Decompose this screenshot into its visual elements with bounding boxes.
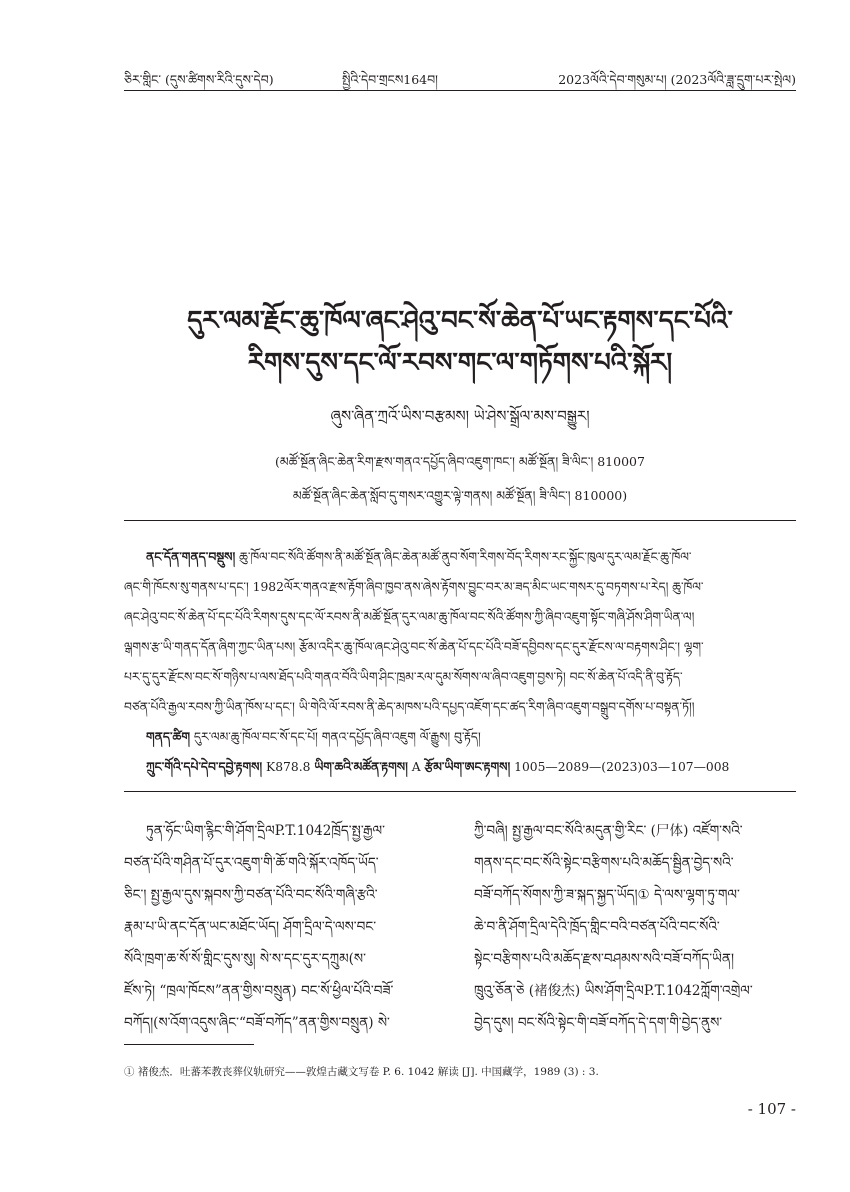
article-title-line-1: དུར་ལམ་རྗོང་ཆུ་ཁོལ་ཞང་ཤེའུ་བང་སོ་ཆེན་པོ་ཡང་རྟགས་དང་པོའི་ bbox=[187, 306, 733, 336]
doc-code-label: ཡིག་ཆའི་མཚོན་རྟགས། bbox=[314, 759, 408, 774]
body-right-line-7: བྱེད་དུས། བང་སོའི་སྟེང་གི་བཟོ་བཀོད་དེ་དག་གི་བྱེད་ནུས་ bbox=[474, 1015, 723, 1031]
abstract-label: ནང་དོན་གནད་བསྡུས། bbox=[146, 549, 236, 564]
body-right-line-1: ཀྱི་བཞི། སྤྱ་རྒྱལ་བང་སོའི་མདུན་གྱི་རིང་ (尸体) འཛོག་སའི་ bbox=[474, 823, 743, 839]
body-right-line-2: གནས་དང་བང་སོའི་སྟེང་བརྩིགས་པའི་མཆོད་སྦྱིན་བྱེད་སའི་ bbox=[474, 855, 734, 871]
body-left-line-5: སོའི་ཁྲག་ཆ་སོ་སོ་གླིང་དུས་སུ། སེ་ས་དང་དུར་དཀྲུམ(ས་ bbox=[124, 951, 366, 967]
abstract-top-rule bbox=[124, 520, 796, 521]
body-left-line-3: ཅིང་། སྤྱ་རྒྱལ་དུས་སྐབས་ཀྱི་བཙན་པོའི་བང་སོའི་གཞི་རྩའི་ bbox=[124, 887, 378, 903]
article-title-line-2: རིགས་དུས་དང་ལོ་རབས་གང་ལ་གཏོགས་པའི་སྐོར། bbox=[247, 348, 673, 378]
keywords-text: དུར་ལམ་ཆུ་ཁོལ་བང་སོ་དང་པོ། གནའ་དཔྱོད་ཞིབ་འཇུག ལོ་རྒྱུས། བུ་རྟོད། bbox=[189, 730, 481, 744]
clc-label: ཀྲུང་གོའི་དཔེ་དེབ་དབྱེ་རྟགས། bbox=[146, 759, 263, 774]
body-right-line-3: བཟོ་བཀོད་སོགས་ཀྱི་ཟ་སྐད་སྐྱད་ཡོད།① དེ་ལས་ལྷག་ཏུ་གལ་ bbox=[474, 887, 740, 903]
body-right-line-4: ཆེ་བ་ནི་ཤོག་དྲིལ་དེའི་ཁྲོད་གླིང་བའི་བཙན་པོའི་བང་སོའི་ bbox=[474, 919, 720, 935]
body-left-line-7: བཀོད།(ས་འོག་འདུས་ཞིང་“བཟོ་བཀོད”ནན་གྱིས་བསྲུན) སེ་ bbox=[124, 1015, 390, 1031]
body-left-line-4: རྣམ་པ་ཡི་ནང་དོན་ཡང་མཐོང་ཡོད། ཤོག་དྲིལ་དེ་ལས་བང་ bbox=[124, 919, 377, 935]
doc-code: A bbox=[407, 760, 425, 774]
running-header-year: 2023ལོའི་དེབ་གསུམ་པ། (2023ལོའི་ཟླ་དྲུག་པར་སྤེལ) bbox=[558, 72, 796, 87]
author-line: ཞུས་ཞིན་ཀྲའོ་ཡིས་བརྩམས། ཡེ་ཤེས་སྒྲོལ་མས་བསྒྱུར། bbox=[330, 407, 590, 425]
body-left-line-2: བཙན་པོའི་གཤིན་པོ་དུར་འཇུག་གི་ཆོ་གའི་སྐོར་འཁོད་ཡོད་ bbox=[124, 855, 379, 871]
abstract-line-3: ཞང་ཤེའུ་བང་སོ་ཆེན་པོ་དང་པོའི་རིགས་དུས་དང་ལོ་རབས་ནི་མཚོ་སྔོན་དུར་ལམ་ཆུ་ཁོལ་བང་སོའི་ཚོགས་ཀྱི་ཞིབ་འཇུག་སྟོང་གཞི་ཤོས་ཤིག་ཡིན་ལ། bbox=[124, 610, 695, 624]
footnote: ① 褚俊杰．吐蕃苯教丧葬仪轨研究——敦煌古藏文写卷 P. 6. 1042 解读 [J]. 中国藏学，1989 (3) : 3. bbox=[124, 1066, 599, 1078]
running-header-journal: ཅིར་གླིང་ (དུས་ཚིགས་རིའི་དུས་དེབ) bbox=[124, 72, 274, 87]
clc-number: K878.8 bbox=[262, 760, 315, 774]
running-header-issue: སྤྱིའི་དེབ་གྲངས164བ། bbox=[342, 72, 438, 87]
affiliation-line-2: མཚོ་སྔོན་ཞིང་ཆེན་སློབ་དུ་གསར་འགྱུར་ལྟེ་གནས། མཚོ་སྔོན། ཟི་ལིང་། 810000) bbox=[292, 488, 628, 503]
affiliation-line-1: (མཚོ་སྔོན་ཞིང་ཆེན་རིག་རྫས་གནའ་དཔྱོད་ཞིབ་འཇུག་ཁང་། མཚོ་སྔོན། ཟི་ལིང་། 810007 bbox=[275, 454, 645, 469]
abstract-line-4: ལྒགས་རྩ་ཡི་གནད་དོན་ཞིག་ཀྱང་ཡིན་པས། རྩོམ་འདིར་ཆུ་ཁོལ་ཞང་ཤེའུ་བང་སོ་ཆེན་པོ་དང་པོའི་བཟོ་དབྱིབས་དང་དུར་རྫོངས་ལ་བརྟགས་ཤིང་། ལྷག་ bbox=[124, 640, 704, 654]
abstract-line-2: ཞང་གི་ཁོངས་སུ་གནས་པ་དང་། 1982ལོར་གནའ་རྫས་རྟོག་ཞིབ་ཁྱབ་ནས་ཞེས་རྟོགས་བྱུང་བར་མ་ཟད་མིང་ཡང་གསར་དུ་བཏགས་པ་རེད། ཆུ་ཁོལ་ bbox=[124, 580, 704, 594]
body-right-line-5: སྟེང་བརྩིགས་པའི་མཆོད་རྫས་བཤམས་སའི་བཟོ་བཀོད་ཡིན། bbox=[474, 951, 734, 967]
footnote-rule bbox=[124, 1044, 254, 1045]
abstract-line-5: པར་དུ་དུར་རྫོངས་བང་སོ་གཉིས་པ་ལས་ཐོད་པའི་གནའ་བོའི་ཡིག་ཤིང་ཁྲམ་རལ་དུམ་སོགས་ལ་ཞིབ་འཇུག་བྱས་ཏེ། བང་སོ་ཆེན་པོ་འདི་ནི་བུ་རྟོད་ bbox=[124, 670, 683, 684]
body-left-line-1: ཏུན་ཧོང་ཡིག་རྙིང་གི་ཤོག་དྲིལP.T.1042ཁྲོད་སྤྱ་རྒྱལ་ bbox=[146, 823, 386, 839]
abstract-bottom-rule bbox=[124, 791, 796, 792]
classification-line bbox=[146, 753, 796, 788]
body-left-line-6: ཛོས་ཏེ། “ཁྲལ་ཁོངས”ནན་གྱིས་བསྲུན) བང་སོ་ཕྱིལ་པོའི་བཟོ་ bbox=[124, 983, 394, 999]
keywords-label: གནད་ཚིག bbox=[146, 729, 190, 744]
body-right-line-6: ཁྲུའུ་ཅོན་ཅེ (褚俊杰) ཡིས་ཤོག་དྲིལP.T.1042ཀློག་འགྲེལ་ bbox=[474, 983, 753, 999]
article-number: 1005—2089—(2023)03—107—008 bbox=[510, 760, 730, 774]
article-number-label: རྩོམ་ཡིག་ཨང་རྟགས། bbox=[424, 759, 511, 774]
page-number: - 107 - bbox=[747, 1100, 796, 1118]
abstract-text-1: ཆུ་ཁོལ་བང་སོའི་ཚོགས་ནི་མཚོ་སྔོན་ཞིང་ཆེན་མཚོ་ནུབ་སོག་རིགས་བོད་རིགས་རང་སྐྱོང་ཁུལ་དུར་ལམ་རྗོང་ཆུ་ཁོལ་ bbox=[235, 550, 692, 564]
abstract-line-6: བཙན་པོའི་རྒྱལ་རབས་ཀྱི་ཡིན་ཁོས་པ་དང་། ཡི་གེའི་ལོ་རབས་ནི་ཆེད་མཁས་པའི་དཔྱད་འཇོག་དང་ཚད་རིག་ཞིབ་འཇུག་བསྒྲུབ་དགོས་པ་བསྟན་ཏོ།། bbox=[124, 700, 695, 714]
header-rule bbox=[124, 90, 796, 91]
